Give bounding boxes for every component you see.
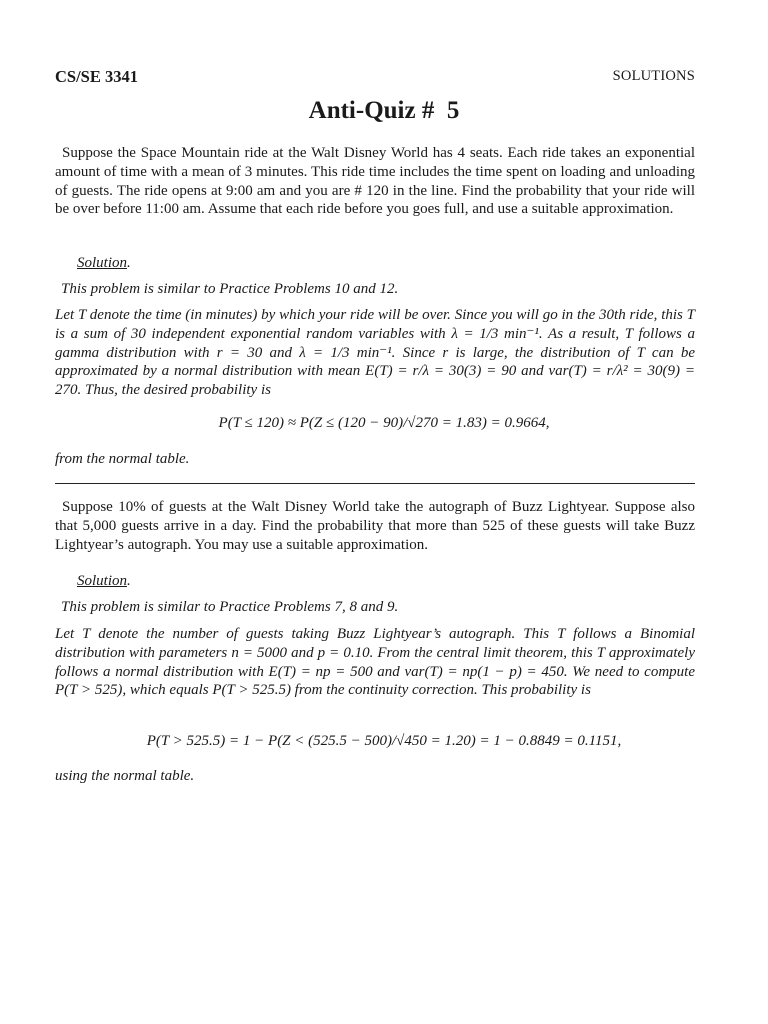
problem-1-similar-note: This problem is similar to Practice Problems 10 and 12. xyxy=(61,281,399,297)
page-header xyxy=(55,67,695,89)
problem-1-formula: P(T ≤ 120) ≈ P(Z ≤ (120 − 90)/√270 = 1.83) = 0.9664, xyxy=(218,415,550,431)
problem-2-formula: P(T > 525.5) = 1 − P(Z < (525.5 − 500)/√450 = 1.20) = 1 − 0.8849 = 0.1151, xyxy=(146,733,622,749)
problem-2-statement-block xyxy=(55,498,695,554)
problem-2-closing: using the normal table. xyxy=(55,768,195,784)
problem-2-solution-body xyxy=(55,625,695,700)
problem-1-statement-block xyxy=(55,144,695,219)
problem-2-solution-label: Solution. xyxy=(77,573,131,589)
solution-label-text: Solution xyxy=(77,255,128,271)
problem-2-statement: Suppose 10% of guests at the Walt Disney World take the autograph of Buzz Lightyear. Suppose also that 5,000 guests arrive in a day. Find the probability that more than 525 of these guests will take Buzz Lightyear’s autograph. You may use a suitable approximation. xyxy=(55,499,695,553)
section-divider xyxy=(55,483,695,484)
problem-1-closing: from the normal table. xyxy=(55,451,190,467)
problem-1-solution-label: Solution. xyxy=(77,255,131,271)
problem-1-statement: Suppose the Space Mountain ride at the Walt Disney World has 4 seats. Each ride takes an exponential amount of time with a mean of 3 minutes. This ride time includes the time spent on loading and unloading of guests. The ride opens at 9:00 am and you are # 120 in the line. Find the probability that your ride will be over before 11:00 am. Assume that each ride before you goes full, and use a suitable approximation. xyxy=(55,145,695,218)
problem-2-solution-text: Let T denote the number of guests taking Buzz Lightyear’s autograph. This T follows a Binomial distribution with parameters n = 5000 and p = 0.10. From the central limit theorem, this T approximately follows a normal distribution with E(T) = np = 500 and var(T) = np(1 − p) = 450. We need to compute P(T > 525), which equals P(T > 525.5) from the continuity correction. This probability is xyxy=(55,626,695,699)
problem-1-solution-text: Let T denote the time (in minutes) by which your ride will be over. Since you will go in the 30th ride, this T is a sum of 30 independent exponential random variables with λ = 1/3 min⁻¹. As a result, T follows a gamma distribution with r = 30 and λ = 1/3 min⁻¹. Since r is large, the distribution of T can be approximated by a normal distribution with mean E(T) = r/λ = 30(3) = 90 and var(T) = r/λ² = 30(9) = 270. Thus, the desired probability is xyxy=(55,307,695,399)
solutions-tag: SOLUTIONS xyxy=(612,68,695,84)
problem-1-solution-body xyxy=(55,306,695,400)
page-title: Anti-Quiz # 5 xyxy=(308,97,460,124)
solution-label-text: Solution xyxy=(77,573,128,589)
problem-2-similar-note: This problem is similar to Practice Problems 7, 8 and 9. xyxy=(61,599,399,615)
course-code: CS/SE 3341 xyxy=(55,67,138,86)
